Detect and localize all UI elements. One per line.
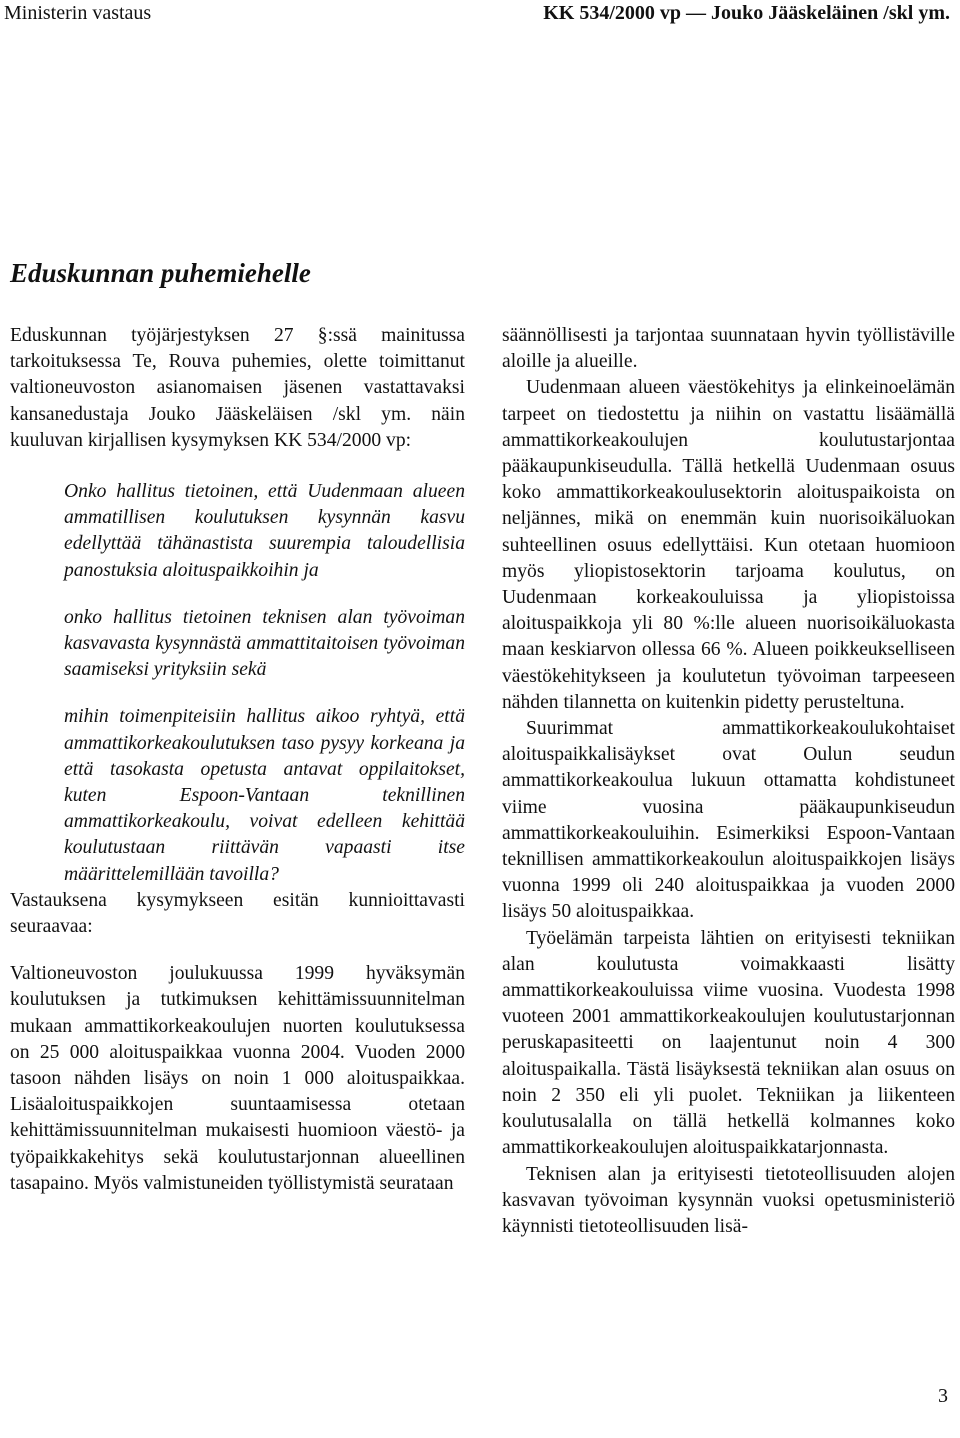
salutation-heading: Eduskunnan puhemiehelle [10, 258, 311, 288]
answer-paragraph-6: Teknisen alan ja erityisesti tietoteollisuuden alojen kasvavan työvoiman kysynnän vuoksi opetusministeriö käynnisti tietoteollisuuden lisä- [502, 1163, 955, 1237]
answer-paragraph-4: Suurimmat ammattikorkeakoulukohtaiset aloituspaikkalisäykset ovat Oulun seudun ammattikorkeakoulua lukuun ottamatta kohdistuneet viime vuosina pääkaupunkiseudun ammattikorkeakouluihin. Esimerkiksi Espoon-Vantaan teknillisen ammattikorkeakoulun aloituspaikkojen lisäys vuonna 1999 oli 240 aloituspaikkaa ja vuoden 2000 lisäys 50 aloituspaikkaa. [502, 718, 955, 923]
answer-paragraph-2: säännöllisesti ja tarjontaa suunnataan hyvin työllistäville aloille ja alueille. [502, 325, 955, 373]
question-paragraph-2: onko hallitus tietoinen teknisen alan työvoiman kasvavasta kysynnästä ammattitaitoisen työvoiman saamiseksi yrityksiin sekä [64, 606, 465, 681]
running-header-right: KK 534/2000 vp — Jouko Jääskeläinen /skl ym. [543, 2, 950, 24]
left-column [10, 323, 465, 1197]
question-paragraph-1: Onko hallitus tietoinen, että Uudenmaan alueen ammatillisen koulutuksen kysynnän kasvu edellyttää tähänastista suurempia taloudellisia panostuksia aloituspaikkoihin ja [64, 481, 465, 581]
running-header-left: Ministerin vastaus [4, 2, 152, 24]
question-paragraph-3: mihin toimenpiteisiin hallitus aikoo ryhtyä, että ammattikorkeakoulutuksen taso pysyy korkeana ja että tasokasta opetusta antavat oppilaitokset, kuten Espoon-Vantaan teknillinen ammattikorkeakoulu, voivat edelleen kehittää koulutustaan riittävän vapaasti itse määrittelemillään tavoilla? [64, 706, 465, 885]
answer-paragraph-3: Uudenmaan alueen väestökehitys ja elinkeinoelämän tarpeet on tiedostettu ja niihin on vastattu lisäämällä ammattikorkeakoulujen koulutustarjontaa pääkaupunkiseudulla. Tällä hetkellä Uudenmaan osuus koko ammattikorkeakoulusektorin aloituspaikoista on neljännes, mikä on enemmän kuin nuorisoikäluokan suhteellinen osuus edellyttäisi. Kun otetaan huomioon myös yliopistosektorin tarjoama koulutus, on Uudenmaan korkeakouluissa ja yliopistoissa aloituspaikkoja yli 80 %:lle alueen nuorisoikäluokasta maan keskiarvon ollessa 66 %. Alueen poikkeukselliseen väestökehitykseen ja koulutetun työvoiman tarpeeseen nähden tilannetta on kuitenkin pidetty perusteltuna. [502, 377, 955, 713]
answer-paragraph-1: Valtioneuvoston joulukuussa 1999 hyväksymän koulutuksen ja tutkimuksen kehittämissuunnitelman mukaan ammattikorkeakoulujen nuorten koulutuksessa on 25 000 aloituspaikkaa vuonna 2004. Vuoden 2000 tasoon nähden lisäys on noin 1 000 aloituspaikkaa. Lisäaloituspaikkojen suuntaamisessa otetaan kehittämissuunnitelman mukaisesti huomioon väestö- ja työpaikkakehitys sekä koulutustarjonnan alueellinen tasapaino. Myös valmistuneiden työllistymistä seurataan [10, 963, 465, 1194]
right-column [502, 323, 955, 1240]
page-number: 3 [938, 1385, 948, 1407]
answer-paragraph-5: Työelämän tarpeista lähtien on erityisesti tekniikan alan koulutusta voimakkaasti lisätty ammattikorkeakouluissa viime vuosina. Vuodesta 1998 vuoteen 2001 ammattikorkeakoulujen koulutustarjonnan peruskapasiteetti on laajentunut noin 4 300 aloituspaikalla. Tästä lisäyksestä tekniikan alan osuus on noin 2 350 eli yli puolet. Tekniikan ja liikenteen koulutusalalla on tällä hetkellä kolmannes koko ammattikorkeakoulujen aloituspaikkatarjonnasta. [502, 927, 955, 1159]
answer-intro-paragraph: Vastauksena kysymykseen esitän kunnioittavasti seuraavaa: [10, 889, 465, 938]
intro-paragraph: Eduskunnan työjärjestyksen 27 §:ssä mainitussa tarkoituksessa Te, Rouva puhemies, olette toimittanut valtioneuvoston asianomaisen jäsenen vastattavaksi kansanedustaja Jouko Jääskeläisen /skl ym. näin kuuluvan kirjallisen kysymyksen KK 534/2000 vp: [10, 325, 465, 451]
